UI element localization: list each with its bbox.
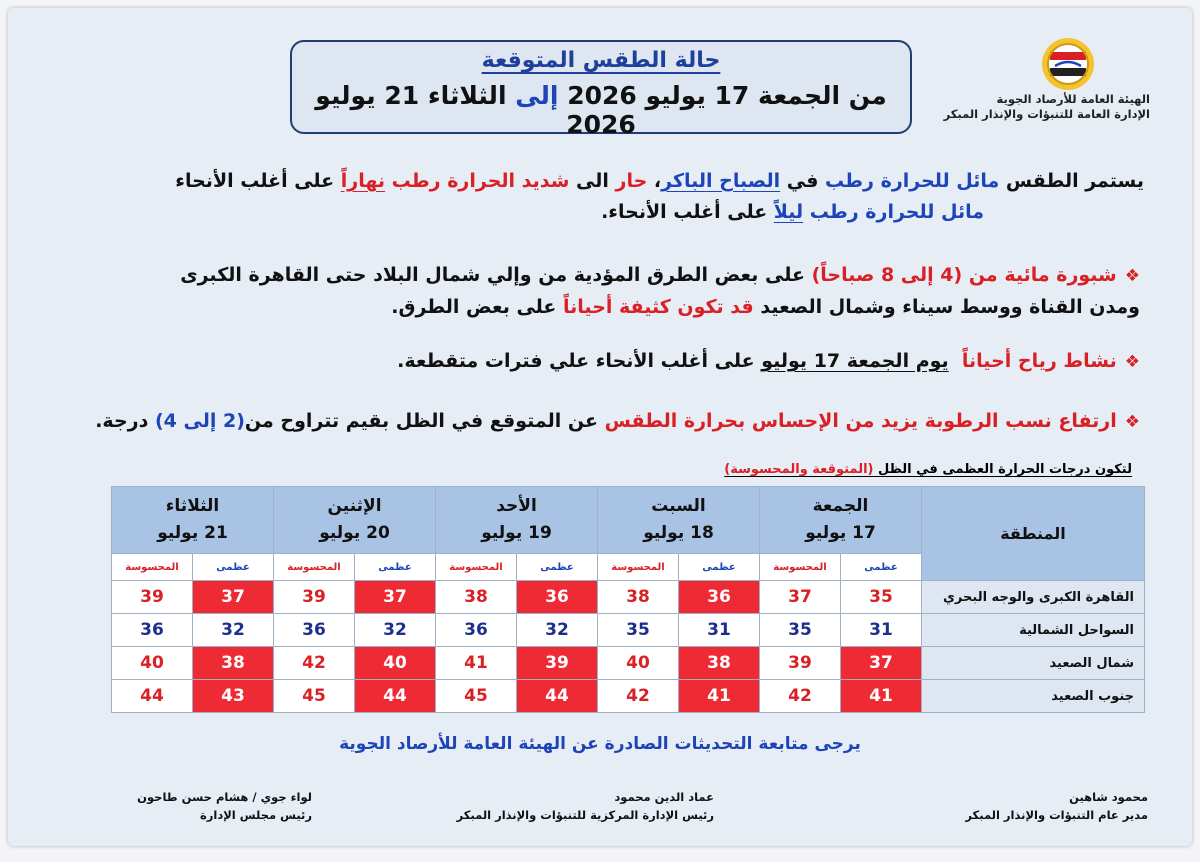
feels-like-cell: 36 xyxy=(112,614,193,647)
bullet-text: على أغلب الأنحاء علي فترات متقطعة. xyxy=(397,350,762,372)
max-temp-cell: 37 xyxy=(355,581,436,614)
date-range xyxy=(292,81,910,139)
max-temp-cell: 40 xyxy=(355,647,436,680)
bullet-text: درجة. xyxy=(95,410,155,432)
region-header: المنطقة xyxy=(922,487,1145,581)
bullet-text: عن المتوقع في الظل بقيم تتراوح من xyxy=(244,410,605,432)
feels-like-cell: 39 xyxy=(112,581,193,614)
summary-line2 xyxy=(64,197,1144,228)
day-name: السبت xyxy=(651,496,706,516)
region-name: شمال الصعيد xyxy=(922,647,1145,680)
organization-name xyxy=(944,92,1150,122)
day-name: الإثنين xyxy=(327,496,382,516)
max-temp-cell: 31 xyxy=(679,614,760,647)
summary-line1 xyxy=(64,166,1144,197)
bullet-text: يوم الجمعة 17 يوليو xyxy=(761,350,949,372)
max-temp-cell: 41 xyxy=(841,680,922,713)
bullet-text: على بعض الطرق المؤدية من وإلي شمال البلاد حتى القاهرة الكبرى xyxy=(180,264,805,286)
region-name: جنوب الصعيد xyxy=(922,680,1145,713)
day-name: الجمعة xyxy=(812,496,869,516)
max-temp-cell: 32 xyxy=(355,614,436,647)
feels-like-cell: 39 xyxy=(274,581,355,614)
diamond-bullet-icon: ❖ xyxy=(1124,352,1140,372)
summary-text: على أغلب الأنحاء xyxy=(175,170,341,192)
signature-name: محمود شاهين xyxy=(1069,790,1148,804)
max-temp-cell: 36 xyxy=(679,581,760,614)
feels-like-cell: 45 xyxy=(436,680,517,713)
feels-like-cell: 41 xyxy=(436,647,517,680)
feels-like-cell: 36 xyxy=(274,614,355,647)
date-to: الثلاثاء 21 يوليو 2026 xyxy=(315,81,636,139)
max-temp-cell: 37 xyxy=(841,647,922,680)
feels-like-subheader: المحسوسة xyxy=(436,554,517,581)
bullet-humidity xyxy=(60,406,1140,438)
max-temp-subheader: عظمى xyxy=(679,554,760,581)
max-temp-cell: 43 xyxy=(193,680,274,713)
max-temp-cell: 44 xyxy=(517,680,598,713)
feels-like-cell: 36 xyxy=(436,614,517,647)
feels-like-cell: 40 xyxy=(112,647,193,680)
day-date: 21 يوليو xyxy=(157,523,228,543)
feels-like-subheader: المحسوسة xyxy=(274,554,355,581)
feels-like-cell: 42 xyxy=(760,680,841,713)
summary-text: ، xyxy=(647,170,662,192)
date-from: من الجمعة 17 يوليو 2026 xyxy=(567,81,887,110)
feels-like-cell: 39 xyxy=(760,647,841,680)
summary-text: مائل للحرارة رطب xyxy=(825,170,1000,192)
max-temp-subheader: عظمى xyxy=(517,554,598,581)
feels-like-subheader: المحسوسة xyxy=(598,554,679,581)
feels-like-cell: 38 xyxy=(598,581,679,614)
title-box xyxy=(290,40,912,139)
table-caption-text: لتكون درجات الحرارة العظمى في الظل xyxy=(873,462,1132,477)
feels-like-cell: 35 xyxy=(598,614,679,647)
diamond-bullet-icon: ❖ xyxy=(1124,412,1140,432)
diamond-bullet-icon: ❖ xyxy=(1124,266,1140,286)
bullet-text: من (4 إلى 8 صباحاً) xyxy=(804,264,1005,286)
day-header xyxy=(112,487,274,554)
feels-like-subheader: المحسوسة xyxy=(112,554,193,581)
bullet-text: ارتفاع نسب الرطوبة يزيد من الإحساس بحرارة الطقس xyxy=(604,410,1117,432)
max-temp-cell: 37 xyxy=(193,581,274,614)
max-temp-cell: 44 xyxy=(355,680,436,713)
table-caption-text: (المتوقعة والمحسوسة) xyxy=(724,462,874,477)
day-header xyxy=(274,487,436,554)
signature-name: عماد الدين محمود xyxy=(614,790,714,804)
max-temp-cell: 32 xyxy=(193,614,274,647)
feels-like-cell: 42 xyxy=(598,680,679,713)
summary-text: على أغلب الأنحاء. xyxy=(601,201,774,223)
organization-line1: الهيئة العامة للأرصاد الجوية xyxy=(996,92,1150,106)
page-title: حالة الطقس المتوقعة xyxy=(481,48,721,73)
max-temp-cell: 35 xyxy=(841,581,922,614)
day-date: 18 يوليو xyxy=(643,523,714,543)
summary-text: يستمر الطقس xyxy=(999,170,1144,192)
max-temp-cell: 38 xyxy=(679,647,760,680)
feels-like-cell: 37 xyxy=(760,581,841,614)
day-name: الأحد xyxy=(496,496,537,516)
table-row xyxy=(112,581,1145,614)
summary-text xyxy=(803,201,810,223)
summary-text: ليلاً xyxy=(773,201,804,223)
summary-text: الصباح الباكر xyxy=(661,170,781,192)
max-temp-cell: 36 xyxy=(517,581,598,614)
forecast-bulletin xyxy=(8,8,1192,846)
max-temp-cell: 39 xyxy=(517,647,598,680)
day-date: 20 يوليو xyxy=(319,523,390,543)
summary-text: نهاراً xyxy=(340,170,386,192)
summary-text xyxy=(385,170,392,192)
day-header xyxy=(436,487,598,554)
bullet-text: (2 إلى 4) xyxy=(154,410,245,432)
max-temp-cell: 38 xyxy=(193,647,274,680)
signature-2 xyxy=(457,788,714,824)
feels-like-cell: 42 xyxy=(274,647,355,680)
day-header xyxy=(598,487,760,554)
summary-text: الى xyxy=(569,170,616,192)
max-temp-subheader: عظمى xyxy=(193,554,274,581)
table-row xyxy=(112,614,1145,647)
max-temp-cell: 32 xyxy=(517,614,598,647)
max-temp-subheader: عظمى xyxy=(841,554,922,581)
signature-title: رئيس الإدارة المركزية للتنبؤات والإنذار المبكر xyxy=(456,808,714,822)
bullet-text: على بعض الطرق. xyxy=(391,296,564,318)
signature-name: لواء جوي / هشام حسن طاحون xyxy=(137,790,312,804)
day-header xyxy=(760,487,922,554)
feels-like-cell: 45 xyxy=(274,680,355,713)
max-temp-subheader: عظمى xyxy=(355,554,436,581)
summary-text: حار xyxy=(615,170,648,192)
organization-line2: الإدارة العامة للتنبؤات والإنذار المبكر xyxy=(943,107,1150,121)
table-row xyxy=(112,680,1145,713)
signature-title: رئيس مجلس الإدارة xyxy=(199,808,312,822)
bullet-text: قد تكون كثيفة أحياناً xyxy=(563,296,754,318)
egyptian-meteorological-authority-logo xyxy=(1033,36,1103,92)
feels-like-cell: 38 xyxy=(436,581,517,614)
region-name: السواحل الشمالية xyxy=(922,614,1145,647)
signature-title: مدير عام التنبؤات والإنذار المبكر xyxy=(965,808,1148,822)
max-temp-cell: 31 xyxy=(841,614,922,647)
day-date: 17 يوليو xyxy=(805,523,876,543)
signature-1 xyxy=(965,788,1148,824)
feels-like-subheader: المحسوسة xyxy=(760,554,841,581)
feels-like-cell: 44 xyxy=(112,680,193,713)
bullet-text: ومدن القناة ووسط سيناء وشمال الصعيد xyxy=(753,296,1140,318)
summary-text: شديد الحرارة رطب xyxy=(391,170,570,192)
bullet-fog xyxy=(100,260,1140,323)
day-name: الثلاثاء xyxy=(165,496,220,516)
bullet-text: نشاط رياح أحياناً xyxy=(961,350,1117,372)
bullet-wind xyxy=(100,346,1140,378)
day-date: 19 يوليو xyxy=(481,523,552,543)
table-row xyxy=(112,647,1145,680)
bullet-text: شبورة مائية xyxy=(1004,264,1117,286)
region-name: القاهرة الكبرى والوجه البحري xyxy=(922,581,1145,614)
summary-text: مائل للحرارة رطب xyxy=(809,201,984,223)
table-header-row xyxy=(112,487,1145,554)
feels-like-cell: 35 xyxy=(760,614,841,647)
max-temp-cell: 41 xyxy=(679,680,760,713)
footer-note: يرجى متابعة التحديثات الصادرة عن الهيئة العامة للأرصاد الجوية xyxy=(339,734,861,754)
date-separator: إلى xyxy=(515,81,559,110)
signature-3 xyxy=(137,788,312,824)
summary-paragraph xyxy=(64,166,1144,228)
summary-text: في xyxy=(780,170,826,192)
feels-like-cell: 40 xyxy=(598,647,679,680)
temperature-table xyxy=(111,486,1145,713)
table-caption xyxy=(724,462,1132,477)
